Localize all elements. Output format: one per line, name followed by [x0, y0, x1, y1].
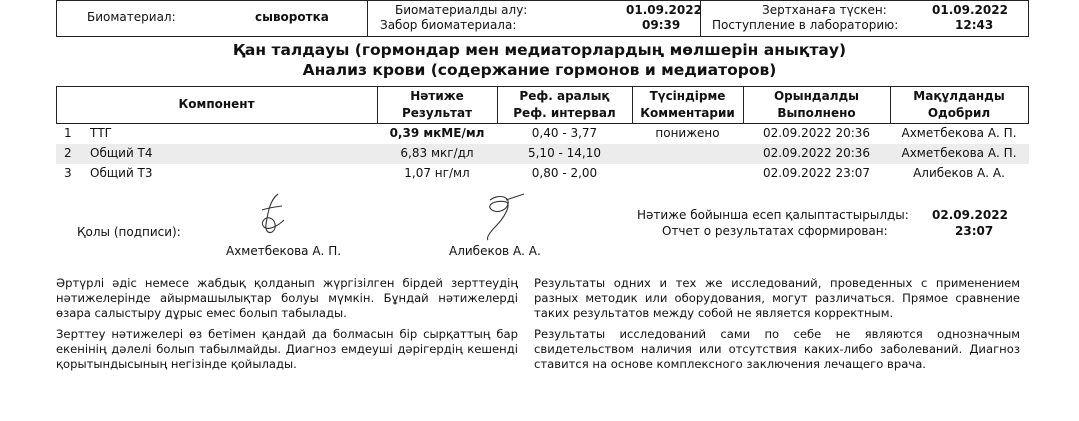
row-approved: Ахметбекова А. П. [901, 146, 1017, 160]
report-title-kz: Қан талдауы (гормондар мен медиаторлардың мөлшерін анықтау) [232, 41, 847, 59]
signer-1-name: Ахметбекова А. П. [226, 244, 342, 258]
signatures-label: Қолы (подписи): [77, 225, 181, 239]
row-comment: понижено [655, 126, 720, 140]
disclaimer-ru-2: Результаты исследований сами по себе не являются однозначным свидетельством наличия или отсутствия каких-либо заболеваний. Диагноз ставится на основе комплексного заключения лечащего врача. [534, 327, 1020, 372]
lab-received-date: 01.09.2022 [932, 3, 1008, 17]
row-approved: Алибеков А. А. [913, 166, 1005, 180]
biomaterial-value: сыворотка [255, 10, 329, 24]
disclaimer-ru-1: Результаты одних и тех же исследований, проведенных с применением разных методик или оборудования, могут различаться. Прямое сравнение таких результатов между собой не является корректным. [534, 276, 1020, 321]
header-approved-ru: Одобрил [927, 106, 991, 120]
row-number: 1 [64, 126, 72, 140]
report-time: 23:07 [955, 224, 994, 238]
biomaterial-label: Биоматериал: [87, 10, 176, 24]
lab-received-label-kz: Зертханаға түскен: [762, 3, 887, 17]
sample-date-label-kz: Биоматериалды алу: [395, 3, 528, 17]
report-date: 02.09.2022 [932, 208, 1008, 222]
header-done-ru: Выполнено [777, 106, 856, 120]
sample-date: 01.09.2022 [626, 3, 702, 17]
signature-1 [248, 190, 298, 240]
row-ref: 0,40 - 3,77 [531, 126, 598, 140]
header-result-ru: Результат [401, 106, 473, 120]
header-comment-ru: Комментарии [640, 106, 735, 120]
row-done: 02.09.2022 20:36 [762, 126, 871, 140]
header-approved-kz: Мақұлданды [913, 89, 1005, 103]
sample-date-label-ru: Забор биоматериала: [380, 18, 517, 32]
header-result-kz: Нәтиже [410, 89, 464, 103]
row-component: Общий Т3 [90, 166, 153, 180]
row-done: 02.09.2022 20:36 [762, 146, 871, 160]
row-component: Общий Т4 [90, 146, 153, 160]
row-ref: 5,10 - 14,10 [527, 146, 602, 160]
row-number: 2 [64, 146, 72, 160]
lab-received-time: 12:43 [955, 18, 994, 32]
table-row [56, 124, 1029, 144]
row-number: 3 [64, 166, 72, 180]
row-result: 0,39 мкМЕ/мл [389, 126, 485, 140]
row-component: ТТГ [90, 126, 112, 140]
header-ref-ru: Реф. интервал [513, 106, 616, 120]
table-row [56, 164, 1029, 184]
report-label-ru: Отчет о результатах сформирован: [662, 224, 888, 238]
signature-2 [468, 190, 528, 245]
sample-time: 09:39 [642, 18, 681, 32]
row-ref: 0,80 - 2,00 [531, 166, 598, 180]
signer-2-name: Алибеков А. А. [449, 244, 541, 258]
header-comment-kz: Түсіндірме [649, 89, 726, 103]
disclaimer-kz-1: Әртүрлі әдіс немесе жабдық қолданып жүргізілген бірдей зерттеудің нәтижелерінде айырмашылықтар болуы мүмкін. Бұндай нәтижелерді өзара салыстыру дұрыс емес болып табылады. [56, 276, 518, 321]
header-done-kz: Орындалды [773, 89, 860, 103]
table-row [56, 144, 1029, 164]
disclaimer-kz-2: Зерттеу нәтижелері өз бетімен қандай да болмасын бір сырқаттың бар екенінің дәлелі болып табылмайды. Диагноз емдеуші дәрігердің кешенді қорытындысының негізінде қойылады. [56, 327, 518, 372]
row-result: 1,07 нг/мл [404, 166, 470, 180]
lab-received-label-ru: Поступление в лабораторию: [712, 18, 899, 32]
header-component: Компонент [178, 97, 255, 111]
row-done: 02.09.2022 23:07 [762, 166, 871, 180]
row-result: 6,83 мкг/дл [400, 146, 474, 160]
report-title-ru: Анализ крови (содержание гормонов и медиаторов) [302, 61, 777, 79]
report-label-kz: Нәтиже бойынша есеп қалыптастырылды: [637, 208, 909, 222]
row-approved: Ахметбекова А. П. [901, 126, 1017, 140]
header-ref-kz: Реф. аралық [519, 89, 610, 103]
